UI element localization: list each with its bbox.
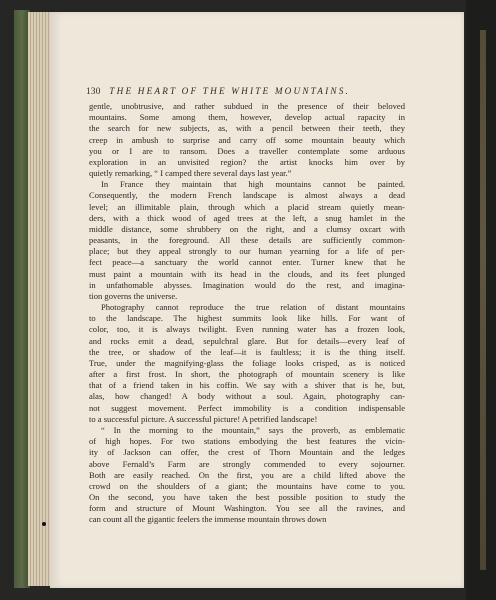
running-title: THE HEART OF THE WHITE MOUNTAINS. [109,86,350,96]
text-line: not suggest movement. Perfect immobility is a condition indispensable [89,402,405,413]
text-line: middle distance, some shrubbery on the right, and a clumsy oxcart with [89,223,405,234]
body-text [89,101,405,526]
text-line: fect peace—a sanctuary the world cannot enter. Turner knew that he [89,257,405,268]
text-line: ity of Jackson can offer, the crest of Thorn Mountain and the ledges [89,447,405,458]
text-line: place; but they appeal strongly to our human yearning for a life of per- [89,246,405,257]
text-line: to the landscape. The highest summits look like hills. For want of [89,313,405,324]
text-line: the search for new subjects, as, with a pencil between their teeth, they [89,123,405,134]
text-line: ders, with a thick wood of aged trees at the left, a snug hamlet in the [89,212,405,223]
text-line: tion governs the universe. [89,290,178,301]
text-line: can count all the gigantic feelers the immense mountain throws down [89,514,327,525]
text-line: the tree, or shadow of the leaf—it is faultless; it is the thing itself. [89,346,405,357]
text-line: In France they maintain that high mountains cannot be painted. [101,179,405,190]
text-line: gentle, unobtrusive, and rather subdued in the presence of their beloved [89,101,405,111]
paragraph [89,179,405,302]
paragraph [89,101,405,179]
text-line: after a first frost. In short, the photograph of mountain scenery is like [89,369,405,380]
text-line: crowd on the shoulders of a giant; the mountains have come to you. [89,480,405,491]
page-edges [28,12,52,586]
text-line: True, under the magnifying-glass the foliage looks crisped, as is noticed [89,357,405,368]
text-line: of high hopes. For two stations embodying the best features the vicin- [89,436,405,447]
page-number: 130 [86,86,101,96]
text-line: form and structure of Mount Washington. You see all the ravines, and [89,503,405,514]
paragraph [89,302,405,425]
binding-strip [480,30,486,570]
text-line: exploration in an unvisited region? the artist knocks him over by [89,156,405,167]
running-header [86,86,416,96]
text-line: On the second, you have taken the best possible position to study the [89,492,405,503]
text-line: quietly remarking, “ I camped there several days last year.” [89,168,292,179]
text-line: to a successful picture. A successful picture! A petrified landscape! [89,413,318,424]
text-line: you or I are to ransom. Does a traveller contemplate some arduous [89,145,405,156]
text-line: above Fernald’s Farm are strongly commended to every sojourner. [89,458,405,469]
text-line: and rocks emit a dead, sepulchral glare. But for details—every leaf of [89,335,405,346]
text-line: “ In the morning to the mountain,” says the proverb, as emblematic [101,424,405,435]
text-line: color, too, it is always twilight. Even running water has a frozen look, [89,324,405,335]
paragraph [89,425,405,526]
text-line: Consequently, the modern French landscape is almost always a dead [89,190,405,201]
text-line: Photography cannot reproduce the true relation of distant mountains [101,302,405,313]
text-line: level; an illimitable plain, through which a placid stream quietly mean- [89,201,405,212]
text-line: mountains. Some among them, however, develop actual rapacity in [89,112,405,123]
text-line: in unfathomable abysses. Imagination would do the rest, and imagina- [89,279,405,290]
text-line: that of a friend taken in his coffin. We say with a shiver that is he, but, [89,380,405,391]
text-line: creep in ambush to surprise and carry off some mountain beauty which [89,134,405,145]
text-line: must paint a mountain with its head in the clouds, and its feet plunged [89,268,405,279]
binding-dot [42,522,46,526]
text-line: Both are easily reached. On the first, you are a child lifted above the [89,469,405,480]
text-line: alas, how changed! A body without a soul. Again, photography can- [89,391,405,402]
text-line: peasants, in the foreground. All these details are sufficiently common- [89,235,405,246]
